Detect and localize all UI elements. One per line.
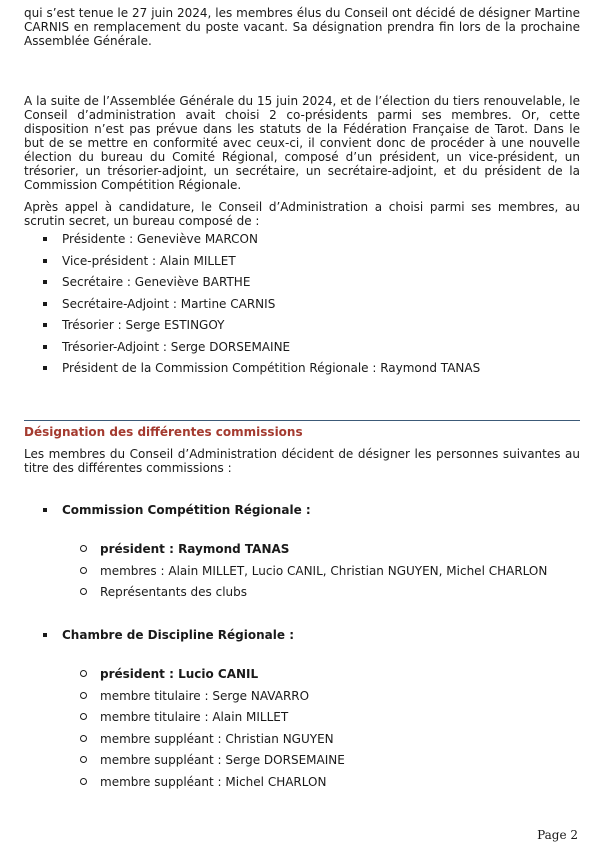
- chambre-discipline-list: [80, 667, 345, 796]
- list-item: [80, 542, 547, 564]
- commission-member: membre titulaire : Alain MILLET: [100, 710, 289, 724]
- list-item: [80, 710, 345, 732]
- square-bullet-icon: [43, 280, 47, 284]
- square-bullet-icon: [43, 366, 47, 370]
- bureau-member: Secrétaire : Geneviève BARTHE: [62, 275, 251, 289]
- commission-title: Commission Compétition Régionale :: [62, 503, 311, 517]
- section-title: Désignation des différentes commissions: [24, 425, 303, 439]
- paragraph-designation-carnis: qui s’est tenue le 27 juin 2024, les membres élus du Conseil ont décidé de désigner Martine CARNIS en remplacement du poste vacant. Sa désignation prendra fin lors de la prochaine Assemblée Générale.: [24, 6, 580, 48]
- circle-bullet-icon: [80, 567, 87, 574]
- commission-title: Chambre de Discipline Régionale :: [62, 628, 294, 642]
- bureau-member: Vice-président : Alain MILLET: [62, 253, 236, 268]
- list-item: [43, 340, 480, 362]
- list-item: [43, 275, 480, 297]
- list-item: [80, 667, 345, 689]
- square-bullet-icon: [43, 345, 47, 349]
- circle-bullet-icon: [80, 735, 87, 742]
- page-number: Page 2: [537, 828, 578, 842]
- square-bullet-icon: [43, 259, 47, 263]
- bureau-member: Trésorier : Serge ESTINGOY: [62, 318, 225, 332]
- circle-bullet-icon: [80, 756, 87, 763]
- bureau-member: Présidente : Geneviève MARCON: [62, 232, 258, 246]
- list-item: [43, 232, 480, 254]
- bureau-member: Secrétaire-Adjoint : Martine CARNIS: [62, 296, 276, 311]
- circle-bullet-icon: [80, 588, 87, 595]
- section-divider: [24, 420, 580, 421]
- list-item: [80, 753, 345, 775]
- circle-bullet-icon: [80, 545, 87, 552]
- list-item: [80, 732, 345, 754]
- commission-member: membre suppléant : Christian NGUYEN: [100, 731, 334, 746]
- commission-competition-heading: [43, 503, 311, 517]
- list-item: [43, 318, 480, 340]
- bureau-member: Président de la Commission Compétition Régionale : Raymond TANAS: [62, 361, 481, 375]
- square-bullet-icon: [43, 302, 47, 306]
- commission-member: membres : Alain MILLET, Lucio CANIL, Christian NGUYEN, Michel CHARLON: [100, 563, 548, 578]
- commission-member: Représentants des clubs: [100, 585, 247, 599]
- commission-member: président : Lucio CANIL: [100, 667, 259, 681]
- bureau-member: Trésorier-Adjoint : Serge DORSEMAINE: [62, 339, 291, 354]
- commission-member: membre suppléant : Serge DORSEMAINE: [100, 753, 345, 767]
- list-item: [80, 775, 345, 797]
- paragraph-assemblee-generale: A la suite de l’Assemblée Générale du 15 juin 2024, et de l’élection du tiers renouvelable, le Conseil d’administration avait choisi 2 co-présidents parmi ses membres. Or, cette disposition n’est pas prévue dans les statuts de la Fédération Française de Tarot. Dans le but de se mettre en conformité avec ceux-ci, il convient donc de procéder à une nouvelle élection du bureau du Comité Régional, composé d’un président, un vice-président, un trésorier, un trésorier-adjoint, un secrétaire, un secrétaire-adjoint, et du président de la Commission Compétition Régionale.: [24, 94, 580, 192]
- square-bullet-icon: [43, 323, 47, 327]
- square-bullet-icon: [43, 237, 47, 241]
- circle-bullet-icon: [80, 670, 87, 677]
- commission-member: membre suppléant : Michel CHARLON: [100, 774, 327, 789]
- chambre-discipline-heading: [43, 628, 294, 642]
- bureau-list: [43, 232, 480, 383]
- circle-bullet-icon: [80, 713, 87, 720]
- list-item: [43, 254, 480, 276]
- list-item: [80, 689, 345, 711]
- circle-bullet-icon: [80, 778, 87, 785]
- list-item: [43, 297, 480, 319]
- commission-competition-list: [80, 542, 547, 607]
- square-bullet-icon: [43, 508, 47, 512]
- paragraph-commissions-intro: Les membres du Conseil d’Administration décident de désigner les personnes suivantes au titre des différentes commissions :: [24, 447, 580, 475]
- list-item: [80, 585, 547, 607]
- list-item: [80, 564, 547, 586]
- commission-member: membre titulaire : Serge NAVARRO: [100, 688, 310, 703]
- list-item: [43, 361, 480, 383]
- commission-member: président : Raymond TANAS: [100, 542, 290, 556]
- paragraph-appel-candidature: Après appel à candidature, le Conseil d’Administration a choisi parmi ses membres, au scrutin secret, un bureau composé de :: [24, 200, 580, 228]
- circle-bullet-icon: [80, 692, 87, 699]
- square-bullet-icon: [43, 633, 47, 637]
